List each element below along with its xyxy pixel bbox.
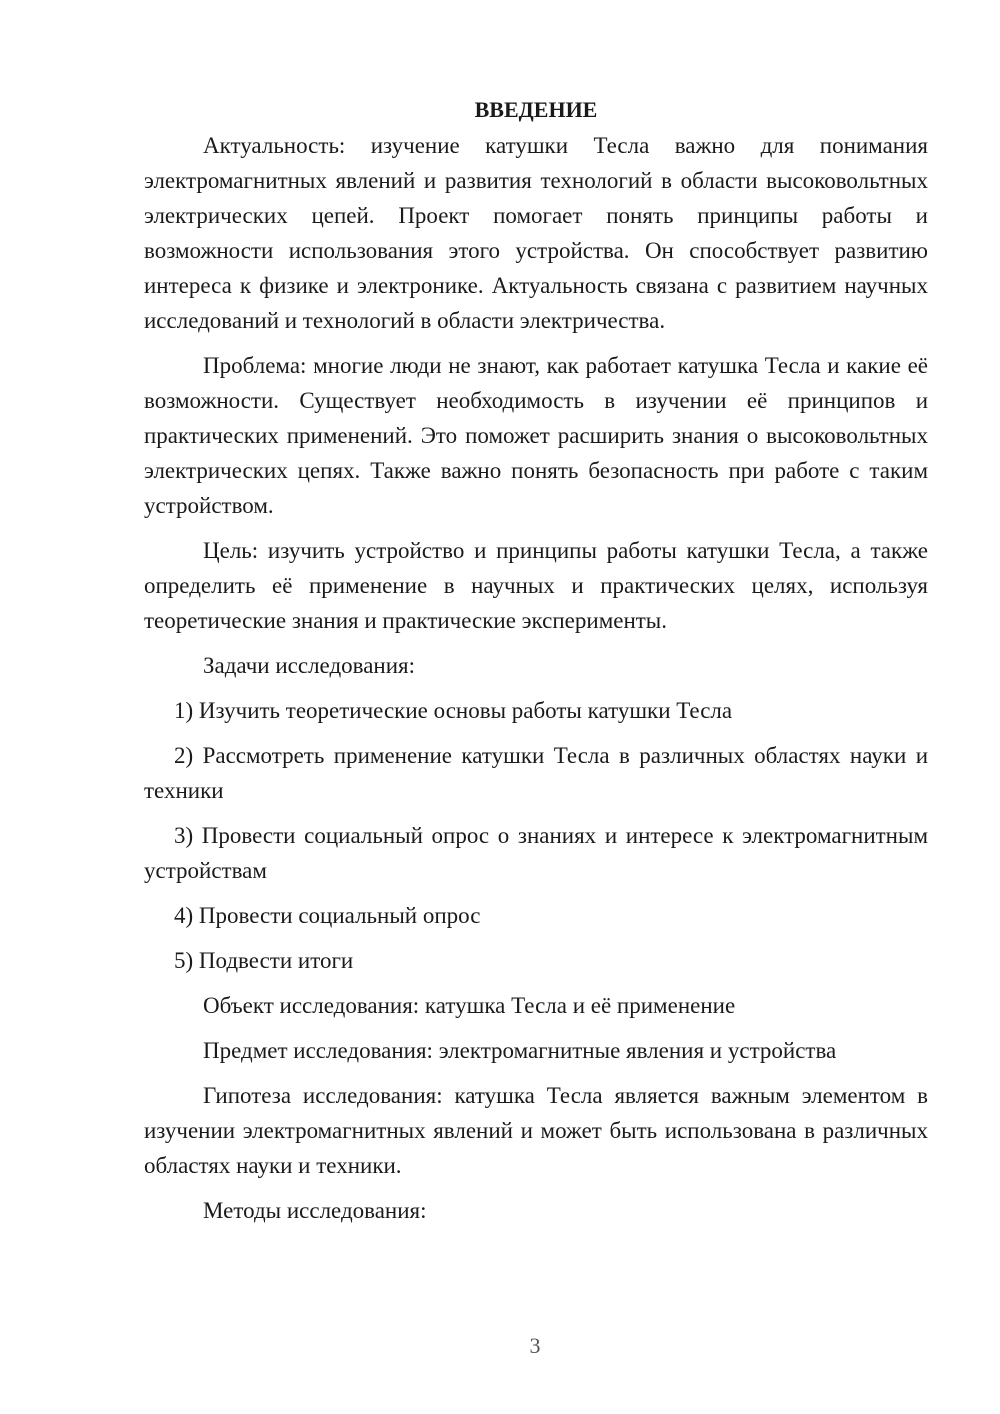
paragraph-relevance: Актуальность: изучение катушки Тесла важно для понимания электромагнитных явлений и развития технологий в области высоковольтных электрических цепей. Проект помогает понять принципы работы и возможности использования этого устройства. Он способствует развитию интереса к физике и электронике. Актуальность связана с развитием научных исследований и технологий в области электричества. — [144, 133, 928, 333]
page-content — [144, 92, 928, 1238]
task-item-5: 5) Подвести итоги — [174, 948, 354, 973]
task-item-3: 3) Провести социальный опрос о знаниях и интересе к электромагнитным устройствам — [144, 823, 928, 883]
paragraph-subject: Предмет исследования: электромагнитные явления и устройства — [203, 1038, 837, 1063]
paragraph-tasks-heading: Задачи исследования: — [203, 653, 416, 678]
paragraph-object: Объект исследования: катушка Тесла и её применение — [203, 993, 736, 1018]
task-item-4: 4) Провести социальный опрос — [174, 903, 481, 928]
paragraph-goal: Цель: изучить устройство и принципы работы катушки Тесла, а также определить её применение в научных и практических целях, используя теоретические знания и практические эксперименты. — [144, 538, 928, 633]
paragraph-methods: Методы исследования: — [203, 1198, 427, 1223]
paragraph-problem: Проблема: многие люди не знают, как работает катушка Тесла и какие её возможности. Существует необходимость в изучении её принципов и практических применений. Это поможет расширить знания о высоковольтных электрических цепях. Также важно понять безопасность при работе с таким устройством. — [144, 353, 928, 518]
paragraph-hypothesis: Гипотеза исследования: катушка Тесла является важным элементом в изучении электромагнитных явлений и может быть использована в различных областях науки и техники. — [144, 1083, 928, 1178]
task-item-1: 1) Изучить теоретические основы работы катушки Тесла — [174, 698, 733, 723]
section-heading: ВВЕДЕНИЕ — [474, 97, 598, 122]
page-number: 3 — [529, 1333, 541, 1358]
task-item-2: 2) Рассмотреть применение катушки Тесла в различных областях науки и техники — [144, 743, 928, 803]
